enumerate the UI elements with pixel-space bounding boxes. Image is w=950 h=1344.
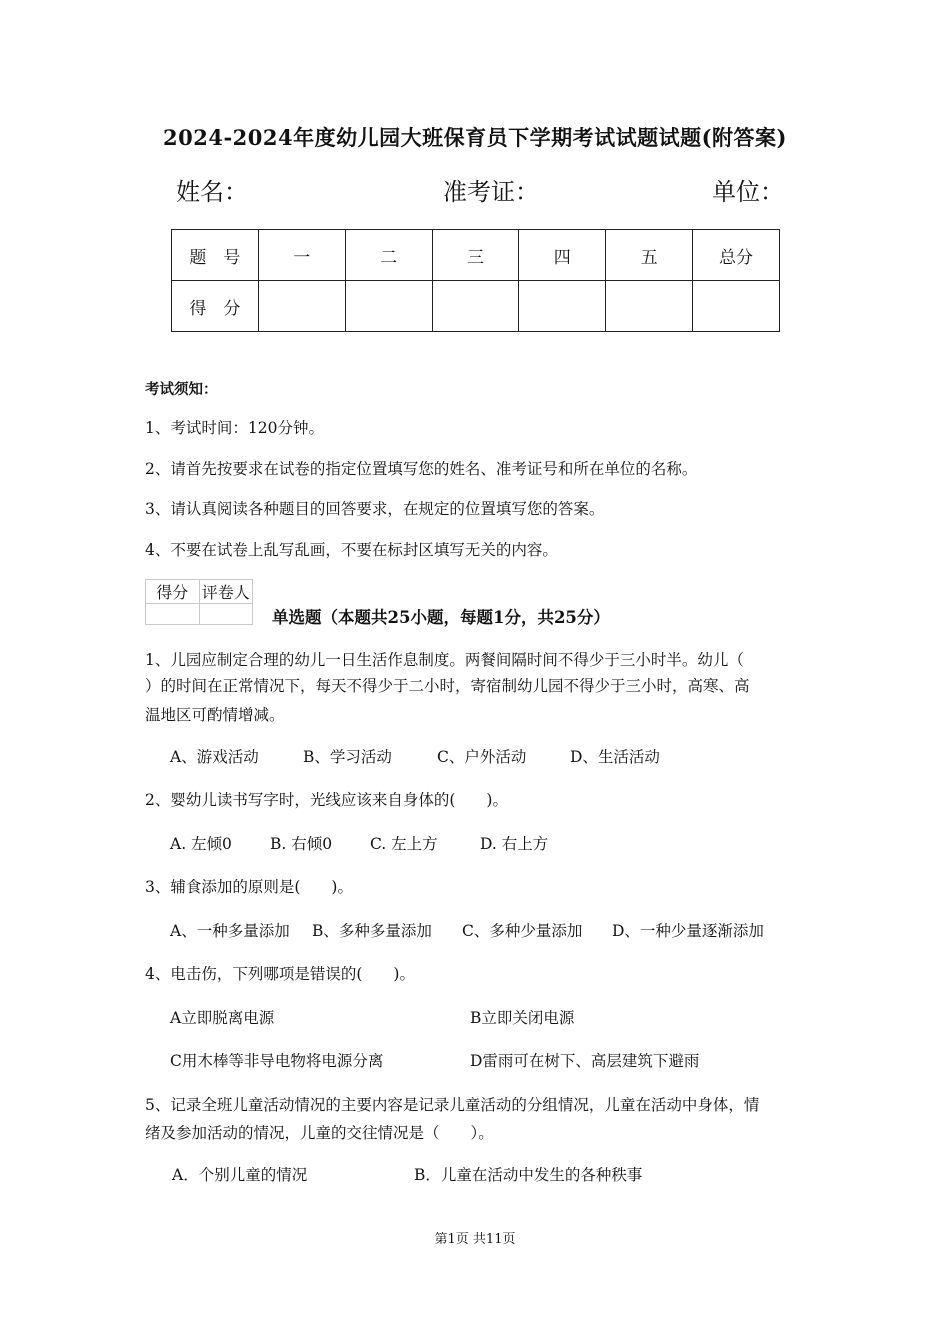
section-title: 单选题（本题共25小题，每题1分，共25分） — [272, 608, 610, 627]
question-5-option-b: B．儿童在活动中发生的各种秩事 — [414, 1166, 643, 1184]
unit-field-label: 单位： — [712, 178, 784, 206]
notice-item: 4、不要在试卷上乱写乱画，不要在标封区填写无关的内容。 — [145, 541, 558, 559]
question-3-option-a: A、一种多量添加 — [170, 922, 290, 940]
question-1-option-d: D、生活活动 — [570, 748, 660, 766]
exam-id-field-label: 准考证： — [443, 178, 539, 206]
score-header-section-4: 四 — [519, 230, 606, 281]
exam-title: 2024-2024年度幼儿园大班保育员下学期考试试题试题(附答案) — [163, 125, 787, 150]
question-4-option-a: A立即脱离电源 — [170, 1009, 275, 1027]
question-1-option-a: A、游戏活动 — [170, 748, 259, 766]
question-5-line-1: 5、记录全班儿童活动情况的主要内容是记录儿童活动的分组情况，儿童在活动中身体，情 — [145, 1096, 760, 1114]
question-2-option-a: A. 左倾0 — [170, 835, 232, 853]
score-cell — [432, 281, 519, 332]
score-table — [171, 229, 780, 332]
question-5-option-a: A．个别儿童的情况 — [172, 1166, 308, 1184]
question-4-option-c: C用木棒等非导电物将电源分离 — [170, 1052, 384, 1070]
question-3-option-c: C、多种少量添加 — [462, 922, 583, 940]
score-cell — [345, 281, 432, 332]
grader-score-label: 得分 — [146, 580, 200, 604]
question-3-option-d: D、一种少量逐渐添加 — [612, 922, 764, 940]
question-1-line-3: 温地区可酌情增减。 — [145, 706, 285, 724]
score-cell — [693, 281, 780, 332]
question-2-option-c: C. 左上方 — [370, 835, 438, 853]
question-4-option-d: D雷雨可在树下、高层建筑下避雨 — [470, 1052, 700, 1070]
question-2-option-b: B. 右倾0 — [270, 835, 333, 853]
score-cell — [519, 281, 606, 332]
name-field-label: 姓名： — [176, 178, 248, 206]
question-1-option-c: C、户外活动 — [437, 748, 527, 766]
question-1-line-2: ）的时间在正常情况下，每天不得少于二小时，寄宿制幼儿园不得少于三小时，高寒、高 — [145, 677, 750, 695]
question-1-option-b: B、学习活动 — [303, 748, 392, 766]
question-1-line-1: 1、儿园应制定合理的幼儿一日生活作息制度。两餐间隔时间不得少于三小时半。幼儿（ — [145, 651, 744, 669]
score-header-section-2: 二 — [345, 230, 432, 281]
score-header-total: 总分 — [693, 230, 780, 281]
score-cell — [606, 281, 693, 332]
question-3-line-1: 3、辅食添加的原则是( )。 — [145, 878, 353, 896]
grader-box — [145, 579, 253, 625]
grader-score-cell — [146, 604, 200, 625]
score-header-section-5: 五 — [606, 230, 693, 281]
notice-heading: 考试须知： — [145, 381, 218, 398]
question-2-line-1: 2、婴幼儿读书写字时，光线应该来自身体的( )。 — [145, 791, 508, 809]
page-number: 第1页 共11页 — [434, 1232, 516, 1247]
question-2-option-d: D. 右上方 — [480, 835, 549, 853]
score-cell — [258, 281, 345, 332]
question-3-option-b: B、多种多量添加 — [312, 922, 432, 940]
score-header-section-3: 三 — [432, 230, 519, 281]
grader-name-cell — [199, 604, 253, 625]
notice-item: 2、请首先按要求在试卷的指定位置填写您的姓名、准考证号和所在单位的名称。 — [145, 460, 698, 478]
question-4-option-b: B立即关闭电源 — [470, 1009, 575, 1027]
score-table-header-row — [172, 230, 780, 281]
notice-item: 1、考试时间：120分钟。 — [145, 419, 324, 437]
score-header-label: 题 号 — [172, 230, 259, 281]
question-5-line-2: 绪及参加活动的情况，儿童的交往情况是（ ）。 — [145, 1124, 494, 1142]
grader-name-label: 评卷人 — [199, 580, 253, 604]
question-4-line-1: 4、电击伤，下列哪项是错误的( )。 — [145, 965, 415, 983]
score-row-label: 得 分 — [172, 281, 259, 332]
score-table-score-row — [172, 281, 780, 332]
notice-item: 3、请认真阅读各种题目的回答要求，在规定的位置填写您的答案。 — [145, 500, 605, 518]
score-header-section-1: 一 — [258, 230, 345, 281]
